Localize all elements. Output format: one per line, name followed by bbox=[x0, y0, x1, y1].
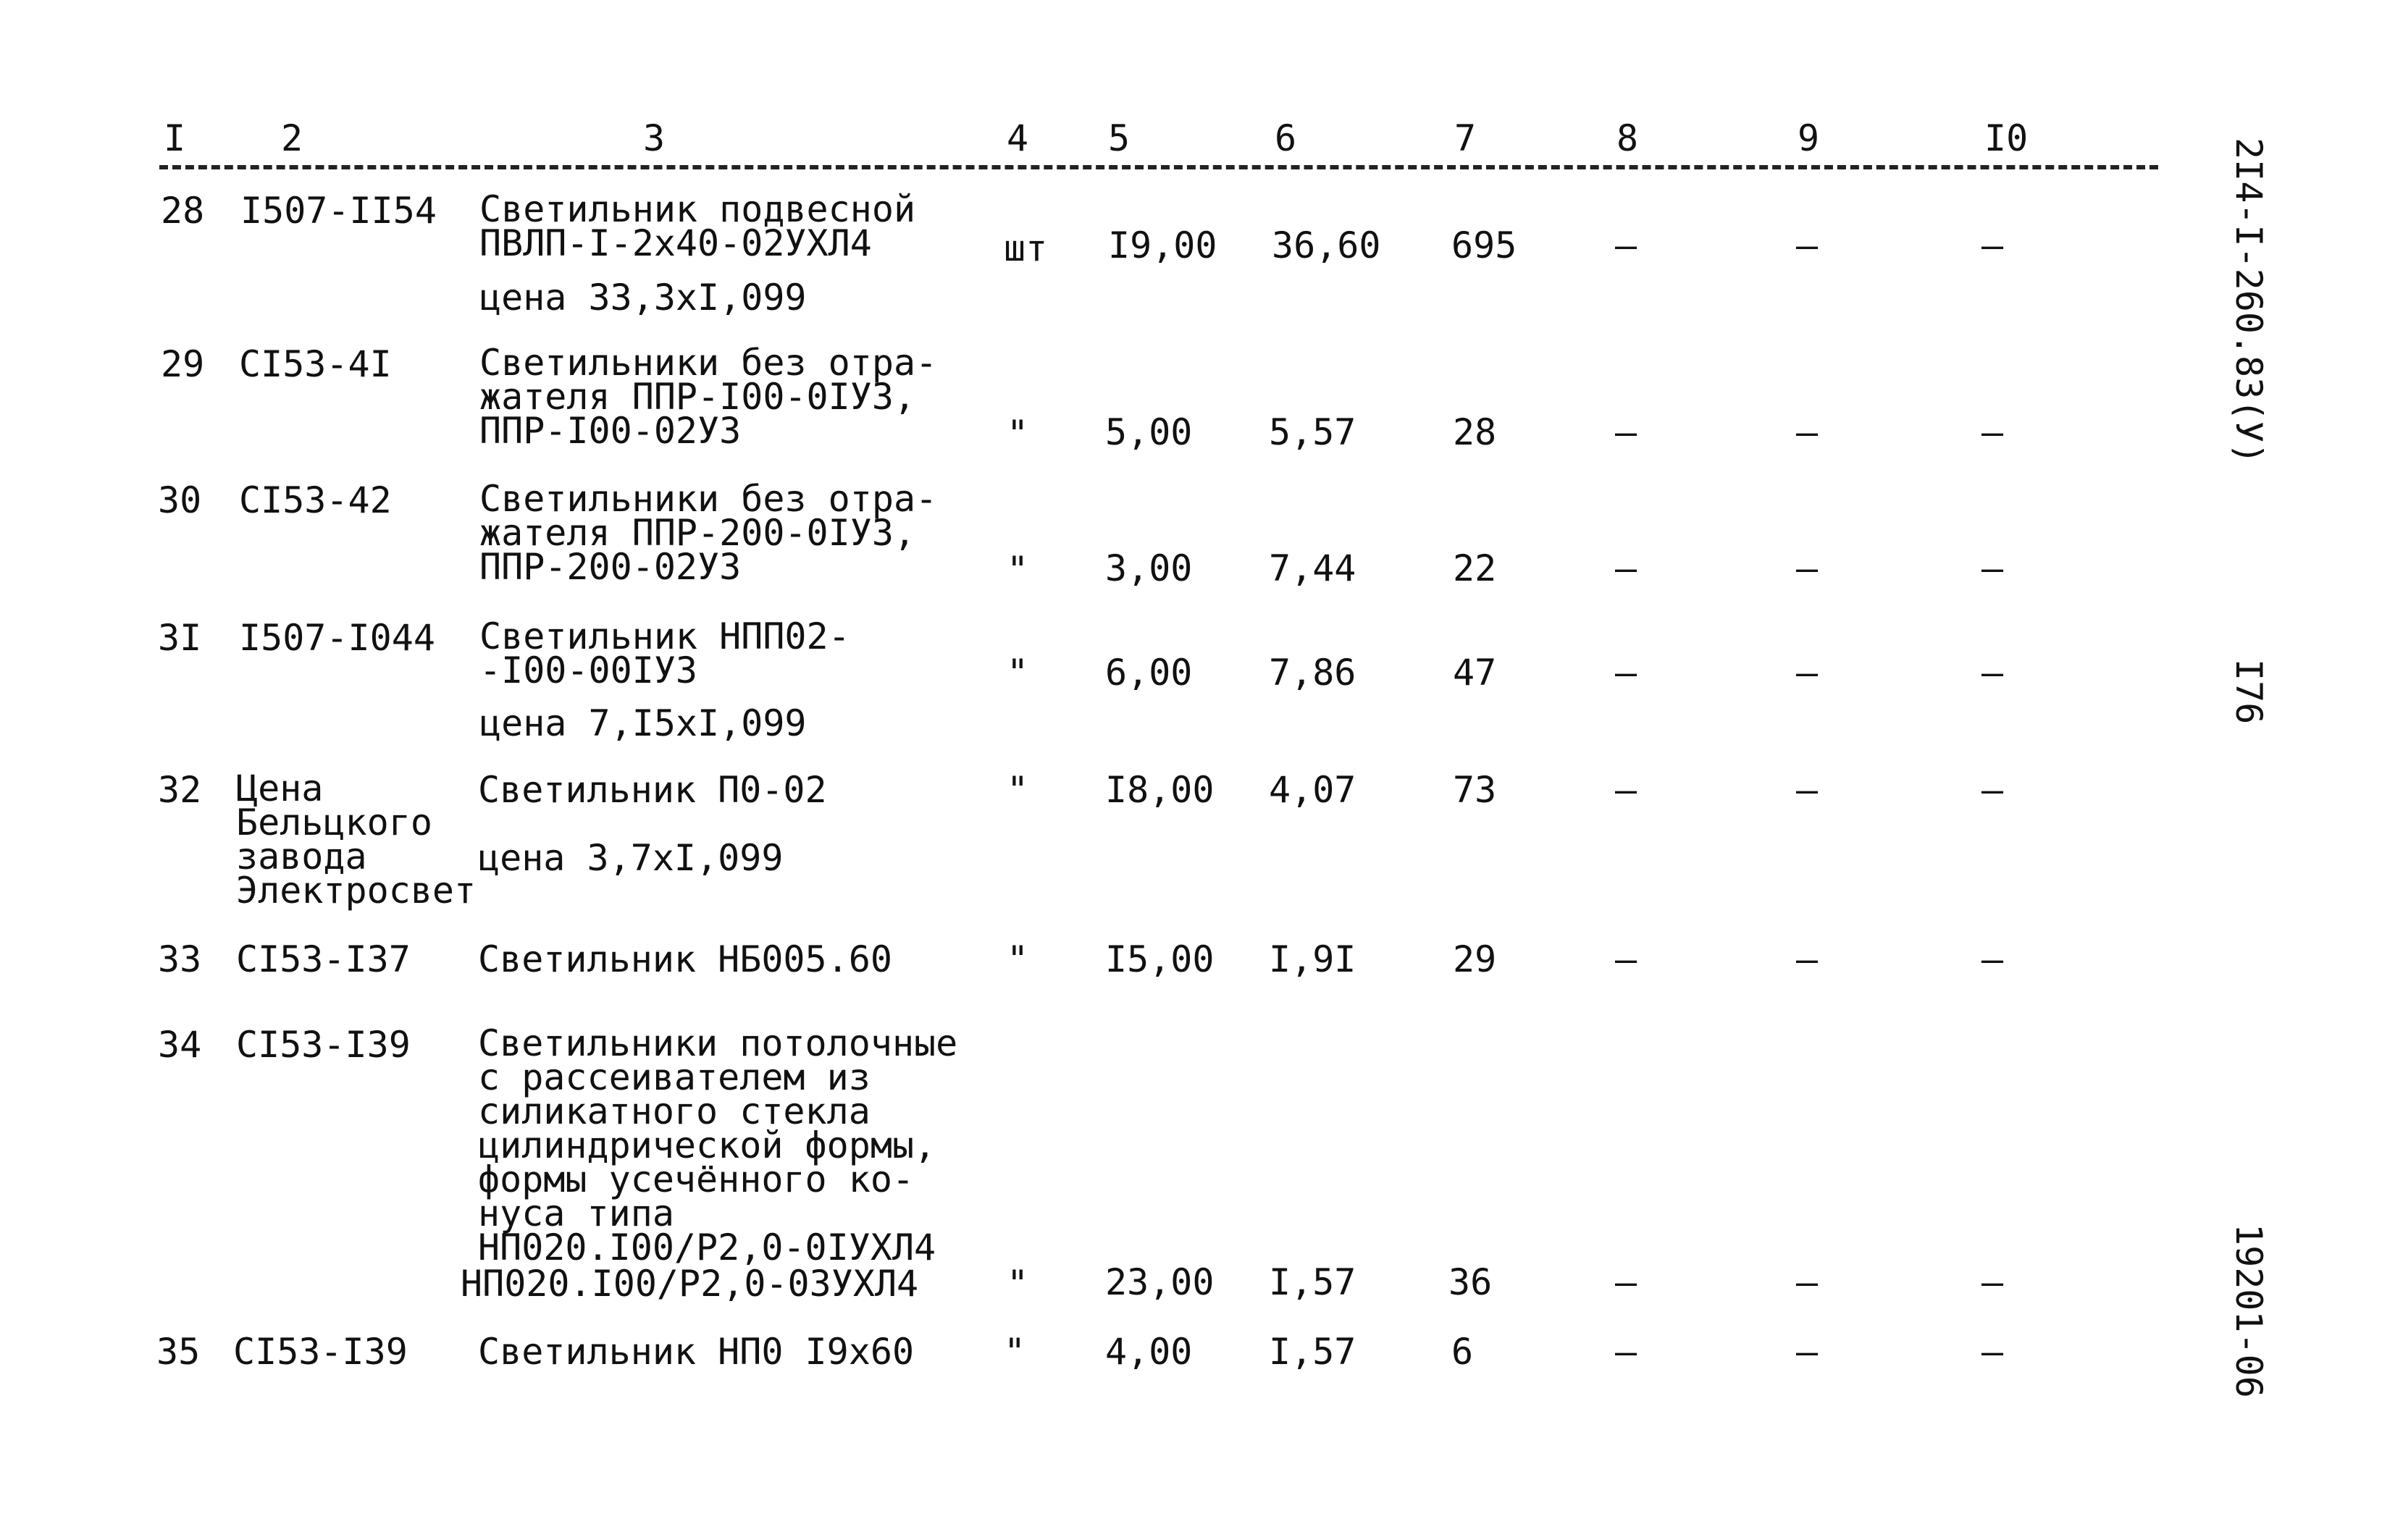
col-5-value: 4,00 bbox=[1105, 1331, 1193, 1373]
header-rule bbox=[159, 165, 2158, 169]
item-code: CI53-42 bbox=[239, 479, 392, 521]
col-9-value: – bbox=[1796, 1331, 1819, 1373]
col-5-value: I8,00 bbox=[1105, 769, 1215, 811]
item-name: Светильник НП0 I9х60 bbox=[478, 1331, 915, 1373]
item-code: I507-I044 bbox=[239, 617, 435, 659]
item-name: Светильник НПП02- -I00-00IУ3 bbox=[479, 615, 850, 691]
header-col-6: 6 bbox=[1275, 117, 1297, 159]
col-8-value: – bbox=[1615, 411, 1637, 453]
col-6-value: I,9I bbox=[1269, 938, 1356, 980]
col-6-value: I,57 bbox=[1269, 1261, 1356, 1303]
col-8-value: – bbox=[1615, 1331, 1637, 1373]
row-number: 32 bbox=[158, 769, 202, 811]
item-name: Светильник НБ005.60 bbox=[478, 938, 892, 980]
item-name: Светильники без отра- жателя ППР-I00-0IУ3, ППР-I00-02У3 bbox=[479, 342, 938, 452]
col-10-value: – bbox=[1981, 938, 2004, 980]
col-8-value: – bbox=[1615, 224, 1637, 266]
col-6-value: 7,44 bbox=[1269, 547, 1356, 589]
col-5-value: 6,00 bbox=[1105, 652, 1193, 694]
header-col-10: I0 bbox=[1984, 117, 2029, 159]
col-9-value: – bbox=[1796, 938, 1819, 980]
row-number: 29 bbox=[161, 343, 205, 385]
row-number: 33 bbox=[158, 938, 202, 980]
col-7-value: 47 bbox=[1453, 652, 1497, 694]
col-7-value: 22 bbox=[1453, 547, 1497, 589]
unit: " bbox=[1007, 938, 1029, 980]
col-7-value: 73 bbox=[1453, 769, 1497, 811]
header-col-9: 9 bbox=[1798, 117, 1820, 159]
col-5-value: 23,00 bbox=[1105, 1261, 1215, 1303]
col-5-value: 5,00 bbox=[1105, 411, 1193, 453]
page-number: I76 bbox=[2228, 659, 2270, 725]
col-10-value: – bbox=[1981, 769, 2004, 811]
col-9-value: – bbox=[1796, 1261, 1819, 1303]
unit: " bbox=[1007, 652, 1029, 694]
col-9-value: – bbox=[1796, 769, 1819, 811]
col-10-value: – bbox=[1981, 224, 2004, 266]
document-code: 2I4-I-260.83(У) bbox=[2228, 138, 2270, 465]
item-name: Светильник подвесной ПВЛП-I-2х40-02УХЛ4 bbox=[479, 188, 916, 264]
col-7-value: 29 bbox=[1453, 938, 1497, 980]
item-code: I507-II54 bbox=[240, 190, 437, 232]
col-10-value: – bbox=[1981, 547, 2004, 589]
price-note: цена 33,3хI,099 bbox=[479, 277, 807, 319]
col-7-value: 6 bbox=[1451, 1331, 1474, 1373]
col-8-value: – bbox=[1615, 547, 1637, 589]
col-8-value: – bbox=[1615, 769, 1637, 811]
item-code: CI53-4I bbox=[239, 343, 392, 385]
row-number: 3I bbox=[158, 617, 202, 659]
col-7-value: 36 bbox=[1448, 1261, 1493, 1303]
row-number: 35 bbox=[156, 1331, 201, 1373]
col-5-value: I5,00 bbox=[1105, 938, 1215, 980]
unit: " bbox=[1007, 549, 1029, 591]
item-code: CI53-I39 bbox=[236, 1024, 411, 1066]
header-col-8: 8 bbox=[1616, 117, 1639, 159]
col-5-value: I9,00 bbox=[1108, 224, 1217, 266]
header-col-4: 4 bbox=[1007, 117, 1029, 159]
col-10-value: – bbox=[1981, 1261, 2004, 1303]
col-9-value: – bbox=[1796, 547, 1819, 589]
item-code: CI53-I39 bbox=[233, 1331, 408, 1373]
col-8-value: – bbox=[1615, 1261, 1637, 1303]
unit: " bbox=[1004, 1331, 1026, 1373]
price-note: цена 3,7хI,099 bbox=[478, 837, 784, 879]
item-name: Светильники потолочные с рассеивателем из силикатного стекла цилиндрической формы, формы усечённого ко- нуса типа НП020.I00/Р2,0-0IУХЛ4 bbox=[478, 1022, 958, 1268]
header-col-2: 2 bbox=[281, 117, 303, 159]
col-8-value: – bbox=[1615, 652, 1637, 694]
row-number: 34 bbox=[158, 1024, 202, 1066]
col-9-value: – bbox=[1796, 224, 1819, 266]
col-6-value: I,57 bbox=[1269, 1331, 1356, 1373]
row-number: 28 bbox=[161, 190, 205, 232]
col-6-value: 36,60 bbox=[1272, 224, 1381, 266]
col-10-value: – bbox=[1981, 652, 2004, 694]
item-code: Цена Бельцкого завода Электросвет bbox=[236, 767, 477, 912]
unit: " bbox=[1007, 769, 1029, 811]
col-7-value: 28 bbox=[1453, 411, 1497, 453]
col-6-value: 4,07 bbox=[1269, 769, 1356, 811]
col-9-value: – bbox=[1796, 652, 1819, 694]
row-number: 30 bbox=[158, 479, 202, 521]
unit: " bbox=[1007, 1263, 1029, 1305]
col-5-value: 3,00 bbox=[1105, 547, 1193, 589]
item-name: Светильник П0-02 bbox=[478, 769, 827, 811]
col-10-value: – bbox=[1981, 1331, 2004, 1373]
col-10-value: – bbox=[1981, 411, 2004, 453]
item-name-variant: НП020.I00/Р2,0-03УХЛ4 bbox=[461, 1263, 919, 1305]
col-6-value: 7,86 bbox=[1269, 652, 1356, 694]
col-6-value: 5,57 bbox=[1269, 411, 1356, 453]
inventory-number: 19201-06 bbox=[2228, 1224, 2270, 1398]
header-col-7: 7 bbox=[1454, 117, 1477, 159]
col-9-value: – bbox=[1796, 411, 1819, 453]
header-col-5: 5 bbox=[1108, 117, 1131, 159]
unit: " bbox=[1007, 413, 1029, 455]
header-col-3: 3 bbox=[643, 117, 666, 159]
item-name: Светильники без отра- жателя ППР-200-0IУ3, ППР-200-02У3 bbox=[479, 478, 938, 588]
col-7-value: 695 bbox=[1451, 224, 1517, 266]
unit: шт bbox=[1004, 227, 1048, 269]
price-note: цена 7,I5хI,099 bbox=[479, 702, 807, 744]
item-code: CI53-I37 bbox=[236, 938, 411, 980]
header-col-1: I bbox=[164, 117, 186, 159]
col-8-value: – bbox=[1615, 938, 1637, 980]
